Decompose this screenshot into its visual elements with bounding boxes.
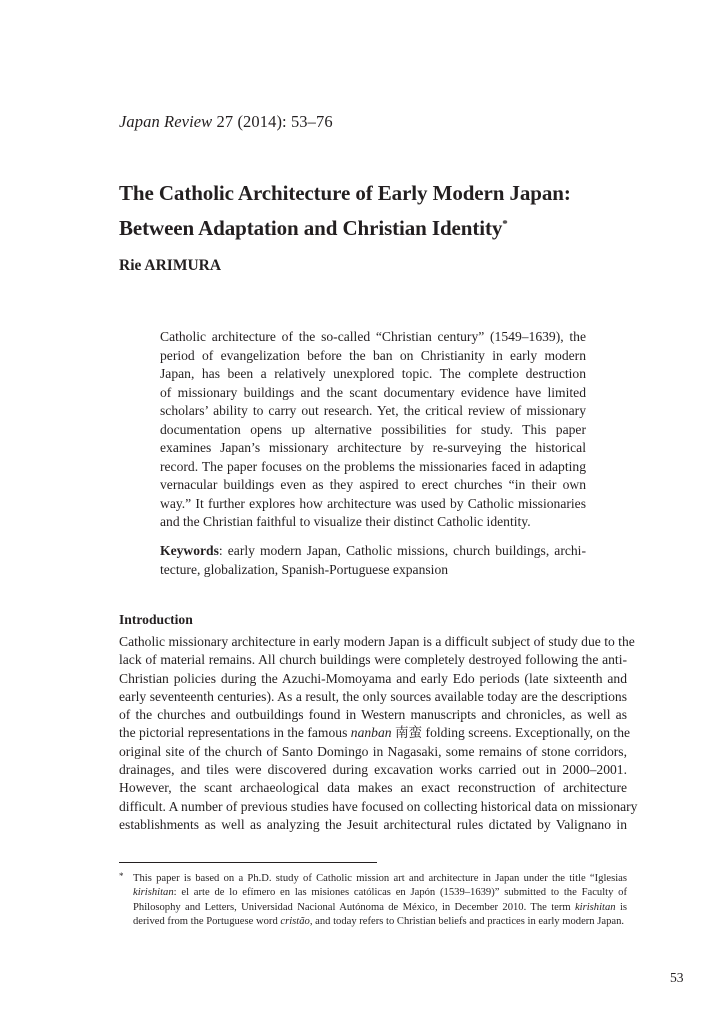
title-line-1: The Catholic Architecture of Early Modern Japan: [119,181,571,205]
abstract-line: vernacular buildings even as they aspired to erect churches “in their own [160,477,586,492]
abstract-line: record. The paper focuses on the problems the missionaries faced in adapting [160,458,586,474]
nanban-term: nanban [350,725,392,741]
body-line: However, the scant archaeological data makes an exact reconstruction of architecture [119,780,627,796]
keywords-line-2: tecture, globalization, Spanish-Portuguese expansion [160,561,449,577]
body-line [119,724,631,742]
section-heading-introduction: Introduction [119,612,193,627]
keywords [160,542,586,579]
title-footnote-marker: * [502,218,508,230]
footnote-line-1: This paper is based on a Ph.D. study of Catholic mission art and architecture in Japan under the title “Iglesias [133,873,627,884]
body-line: establishments as well as analyzing the Jesuit architectural rules dictated by Valignano in [119,816,627,832]
introduction-body [119,633,638,834]
body-line: difficult. A number of previous studies have focused on collecting historical data on missionary [119,798,638,814]
abstract-line: documentation opens up alternative possibilities for study. This paper [160,421,586,437]
body-line: early seventeenth centuries). As a result, the only sources available today are the descriptions [119,688,627,704]
body-line: of the churches and outbuildings found in Western manuscripts and chronicles, as well as [119,707,627,723]
footnote-line-3b: is [615,901,628,913]
abstract-line: period of evangelization before the ban on Christianity in early modern [160,347,586,363]
footnote-italic: kirishitan [133,887,174,899]
abstract-line: examines Japan’s missionary architecture by re-surveying the historical [160,440,586,455]
footnote-italic: cristão [280,916,310,928]
body-line-part: the pictorial representations in the famous [119,725,351,741]
nanban-kanji: 南蛮 [391,725,423,741]
keywords-label: Keywords [160,543,219,558]
footnote-line-4a: derived from the Portuguese word [133,916,281,928]
abstract-line: of missionary buildings and the scant documentary evidence have limited [160,384,586,400]
journal-citation [119,112,333,132]
author-name: Rie ARIMURA [119,257,222,274]
footnote-line-3a: Philosophy and Letters, Universidad Nacional Autónoma de México, in December 2010. The term [133,901,575,913]
body-line-part: folding screens. Exceptionally, on the [422,725,631,741]
keywords-line-1: : early modern Japan, Catholic missions, church buildings, archi- [218,543,586,558]
journal-name: Japan Review [119,112,213,131]
footnote-divider [119,862,377,863]
title-line-2: Between Adaptation and Christian Identity [119,216,503,240]
abstract [160,328,586,532]
body-line: Catholic missionary architecture in early modern Japan is a difficult subject of study due to the [119,634,635,649]
abstract-line: and the Christian faithful to visualize their distinct Catholic identity. [160,514,531,529]
volume-year-pages: 27 (2014): 53–76 [212,112,333,131]
page-number: 53 [670,970,684,985]
body-line: lack of material remains. All church buildings were completely destroyed following the anti- [119,652,627,668]
body-line: drainages, and tiles were discovered during excavation works carried out in 2000–2001. [119,762,627,778]
body-line: Christian policies during the Azuchi-Momoyama and early Edo periods (late sixteenth and [119,670,627,686]
abstract-line: way.” It further explores how architecture was used by Catholic missionaries [160,495,586,511]
body-line: original site of the church of Santo Domingo in Nagasaki, some remains of stone corridors, [119,743,627,759]
footnote-marker: * [119,871,124,881]
abstract-line: Catholic architecture of the so-called “Christian century” (1549–1639), the [160,329,586,344]
footnote [119,869,627,930]
abstract-line: Japan, has been a relatively unexplored topic. The complete destruction [160,366,586,381]
footnote-line-4b: , and today refers to Christian beliefs and practices in early modern Japan. [309,916,625,928]
article-title [119,178,619,244]
footnote-italic: kirishitan [574,901,616,913]
footnote-line-2: : el arte de lo efímero en las misiones católicas en Japón (1539–1639)” submitted to the Faculty of [173,887,627,899]
abstract-line: scholars’ ability to carry out research. Yet, the critical review of missionary [160,403,586,418]
